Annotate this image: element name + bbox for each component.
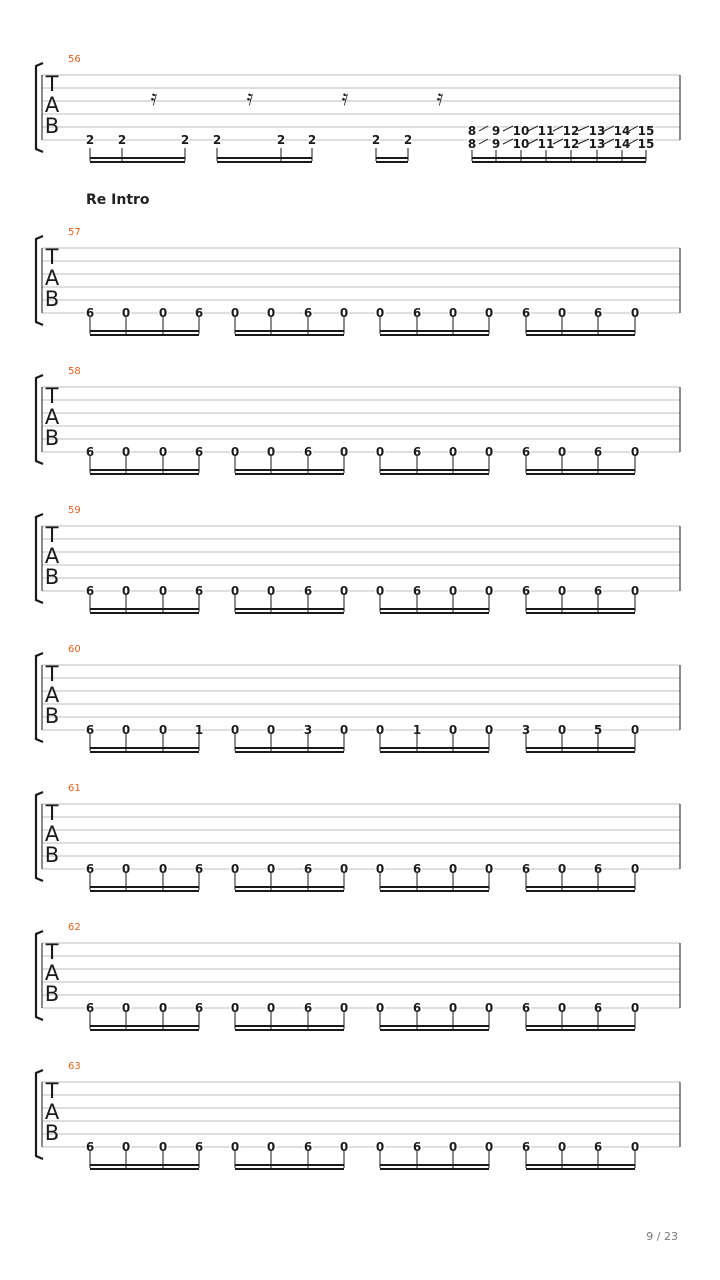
staff-0 bbox=[36, 63, 680, 152]
fret-number: 6 bbox=[593, 445, 603, 459]
beam-lower bbox=[526, 1029, 635, 1031]
fret-number: 0 bbox=[266, 723, 276, 737]
fret-number: 0 bbox=[557, 862, 567, 876]
fret-number: 0 bbox=[448, 445, 458, 459]
beam-lower bbox=[235, 890, 344, 892]
measure-number: 59 bbox=[68, 505, 81, 516]
tab-clef-a: A bbox=[44, 1100, 60, 1124]
fret-number: 0 bbox=[339, 862, 349, 876]
fret-number: 0 bbox=[448, 306, 458, 320]
staff-5 bbox=[36, 792, 680, 881]
measure-number: 56 bbox=[68, 54, 81, 65]
fret-number-lower: 9 bbox=[491, 137, 501, 151]
beam-upper bbox=[380, 1025, 489, 1027]
fret-number: 2 bbox=[212, 133, 222, 147]
fret-number: 6 bbox=[194, 862, 204, 876]
fret-number: 0 bbox=[121, 862, 131, 876]
fret-number: 6 bbox=[303, 584, 313, 598]
tab-clef-a: A bbox=[44, 822, 60, 846]
tab-clef-b: B bbox=[44, 114, 60, 138]
beam-upper bbox=[526, 330, 635, 332]
tab-clef-a: A bbox=[44, 405, 60, 429]
fret-number: 0 bbox=[230, 1001, 240, 1015]
fret-number: 6 bbox=[593, 306, 603, 320]
fret-number: 6 bbox=[303, 862, 313, 876]
beam-lower bbox=[526, 1168, 635, 1170]
fret-number: 0 bbox=[484, 584, 494, 598]
fret-number: 6 bbox=[521, 1140, 531, 1154]
fret-number: 0 bbox=[339, 723, 349, 737]
fret-number: 6 bbox=[303, 306, 313, 320]
fret-number: 0 bbox=[121, 306, 131, 320]
beam-lower bbox=[90, 1029, 199, 1031]
fret-number: 5 bbox=[593, 723, 603, 737]
fret-number: 0 bbox=[630, 306, 640, 320]
beam-lower bbox=[235, 1168, 344, 1170]
fret-number: 0 bbox=[121, 1140, 131, 1154]
fret-number: 0 bbox=[230, 306, 240, 320]
fret-number-lower: 15 bbox=[637, 137, 655, 151]
beam-lower bbox=[217, 161, 312, 163]
fret-number: 6 bbox=[412, 584, 422, 598]
beam-lower bbox=[380, 334, 489, 336]
fret-number: 0 bbox=[375, 1001, 385, 1015]
beam-upper bbox=[526, 886, 635, 888]
beam-lower bbox=[235, 751, 344, 753]
fret-number: 6 bbox=[412, 862, 422, 876]
fret-number: 2 bbox=[371, 133, 381, 147]
fret-number: 0 bbox=[375, 862, 385, 876]
fret-number-lower: 12 bbox=[562, 137, 580, 151]
fret-number: 0 bbox=[266, 445, 276, 459]
fret-number: 0 bbox=[339, 306, 349, 320]
page-number: 9 / 23 bbox=[646, 1230, 678, 1243]
beam-upper bbox=[90, 608, 199, 610]
beam-lower bbox=[526, 751, 635, 753]
fret-number-lower: 8 bbox=[467, 137, 477, 151]
fret-number: 0 bbox=[448, 862, 458, 876]
fret-number: 6 bbox=[412, 445, 422, 459]
beam-upper bbox=[380, 330, 489, 332]
beam-upper bbox=[380, 886, 489, 888]
fret-number: 6 bbox=[194, 445, 204, 459]
fret-number-upper: 10 bbox=[512, 124, 530, 138]
fret-number-lower: 11 bbox=[537, 137, 555, 151]
beam-lower bbox=[90, 890, 199, 892]
staff-2 bbox=[36, 375, 680, 464]
tab-clef-t: T bbox=[45, 384, 59, 408]
tab-clef-t: T bbox=[45, 1079, 59, 1103]
fret-number: 0 bbox=[158, 723, 168, 737]
sixteenth-rest: 𝄿 bbox=[436, 86, 444, 111]
fret-number: 6 bbox=[303, 1140, 313, 1154]
beam-lower bbox=[380, 1029, 489, 1031]
fret-number: 6 bbox=[521, 1001, 531, 1015]
beam-upper bbox=[90, 886, 199, 888]
fret-number: 0 bbox=[121, 445, 131, 459]
fret-number: 6 bbox=[85, 445, 95, 459]
beam-upper bbox=[380, 1164, 489, 1166]
tab-clef-b: B bbox=[44, 426, 60, 450]
sixteenth-rest: 𝄿 bbox=[150, 86, 158, 111]
fret-number: 6 bbox=[85, 306, 95, 320]
measure-number: 62 bbox=[68, 922, 81, 933]
section-label: Re Intro bbox=[86, 192, 150, 208]
beam-upper bbox=[526, 1025, 635, 1027]
tab-clef-a: A bbox=[44, 266, 60, 290]
tab-clef-t: T bbox=[45, 523, 59, 547]
fret-number: 0 bbox=[448, 584, 458, 598]
sixteenth-rest: 𝄿 bbox=[246, 86, 254, 111]
beam-lower bbox=[380, 890, 489, 892]
fret-number: 0 bbox=[339, 584, 349, 598]
beam-upper bbox=[90, 330, 199, 332]
beam-lower bbox=[526, 890, 635, 892]
fret-number: 6 bbox=[593, 1140, 603, 1154]
beam-upper bbox=[235, 608, 344, 610]
fret-number: 3 bbox=[303, 723, 313, 737]
fret-number: 0 bbox=[630, 723, 640, 737]
beam-upper bbox=[380, 608, 489, 610]
fret-number: 0 bbox=[158, 306, 168, 320]
tab-clef-t: T bbox=[45, 801, 59, 825]
beam-upper bbox=[235, 1164, 344, 1166]
fret-number: 0 bbox=[484, 306, 494, 320]
fret-number: 6 bbox=[593, 584, 603, 598]
fret-number: 0 bbox=[158, 1001, 168, 1015]
fret-number: 6 bbox=[85, 862, 95, 876]
fret-number: 0 bbox=[484, 1001, 494, 1015]
fret-number: 6 bbox=[303, 445, 313, 459]
beam-lower bbox=[90, 473, 199, 475]
fret-number: 0 bbox=[158, 584, 168, 598]
fret-number-upper: 15 bbox=[637, 124, 655, 138]
staff-4 bbox=[36, 653, 680, 742]
beam-upper bbox=[90, 469, 199, 471]
fret-number: 0 bbox=[557, 445, 567, 459]
fret-number: 6 bbox=[303, 1001, 313, 1015]
fret-number: 0 bbox=[158, 862, 168, 876]
fret-number-upper: 8 bbox=[467, 124, 477, 138]
fret-number: 6 bbox=[593, 862, 603, 876]
beam-upper bbox=[235, 747, 344, 749]
beam-upper bbox=[90, 157, 185, 159]
beam-lower bbox=[376, 161, 408, 163]
fret-number: 0 bbox=[375, 445, 385, 459]
beam-upper bbox=[526, 608, 635, 610]
fret-number: 6 bbox=[593, 1001, 603, 1015]
fret-number: 6 bbox=[85, 1001, 95, 1015]
fret-number: 0 bbox=[375, 584, 385, 598]
fret-number: 0 bbox=[230, 862, 240, 876]
fret-number: 0 bbox=[121, 723, 131, 737]
fret-number: 0 bbox=[448, 723, 458, 737]
fret-number: 0 bbox=[339, 445, 349, 459]
tab-clef-b: B bbox=[44, 565, 60, 589]
fret-number: 0 bbox=[630, 862, 640, 876]
fret-number: 6 bbox=[194, 1140, 204, 1154]
sixteenth-rest: 𝄿 bbox=[341, 86, 349, 111]
tab-clef-b: B bbox=[44, 704, 60, 728]
beam-lower bbox=[90, 751, 199, 753]
tab-clef-a: A bbox=[44, 93, 60, 117]
beam-upper bbox=[235, 330, 344, 332]
fret-number: 0 bbox=[158, 445, 168, 459]
staff-6 bbox=[36, 931, 680, 1020]
measure-number: 58 bbox=[68, 366, 81, 377]
staff-3 bbox=[36, 514, 680, 603]
fret-number: 0 bbox=[230, 584, 240, 598]
tab-clef-b: B bbox=[44, 843, 60, 867]
beam-lower bbox=[235, 1029, 344, 1031]
fret-number: 0 bbox=[630, 584, 640, 598]
staff-1 bbox=[36, 236, 680, 325]
beam-upper bbox=[472, 157, 646, 159]
fret-number: 0 bbox=[158, 1140, 168, 1154]
fret-number: 0 bbox=[557, 723, 567, 737]
tab-clef-b: B bbox=[44, 287, 60, 311]
tab-clef-t: T bbox=[45, 940, 59, 964]
fret-number: 0 bbox=[375, 723, 385, 737]
fret-number: 0 bbox=[557, 1001, 567, 1015]
measure-number: 63 bbox=[68, 1061, 81, 1072]
fret-number: 6 bbox=[521, 862, 531, 876]
fret-number-upper: 14 bbox=[613, 124, 631, 138]
fret-number: 0 bbox=[266, 862, 276, 876]
beam-lower bbox=[380, 751, 489, 753]
beam-upper bbox=[380, 469, 489, 471]
fret-number: 6 bbox=[521, 584, 531, 598]
staff-7 bbox=[36, 1070, 680, 1159]
measure-number: 57 bbox=[68, 227, 81, 238]
tab-clef-a: A bbox=[44, 961, 60, 985]
fret-number: 6 bbox=[521, 445, 531, 459]
fret-number: 0 bbox=[557, 584, 567, 598]
fret-number: 0 bbox=[339, 1140, 349, 1154]
fret-number: 6 bbox=[85, 1140, 95, 1154]
beam-lower bbox=[380, 473, 489, 475]
fret-number: 2 bbox=[276, 133, 286, 147]
beam-lower bbox=[526, 473, 635, 475]
beam-lower bbox=[90, 612, 199, 614]
beam-upper bbox=[526, 469, 635, 471]
beam-upper bbox=[90, 747, 199, 749]
beam-lower bbox=[235, 334, 344, 336]
beam-lower bbox=[90, 334, 199, 336]
beam-lower bbox=[526, 334, 635, 336]
beam-lower bbox=[380, 1168, 489, 1170]
beam-lower bbox=[526, 612, 635, 614]
tab-clef-a: A bbox=[44, 683, 60, 707]
fret-number: 0 bbox=[630, 445, 640, 459]
fret-number-upper: 13 bbox=[588, 124, 606, 138]
tab-clef-b: B bbox=[44, 982, 60, 1006]
fret-number: 0 bbox=[630, 1001, 640, 1015]
measure-number: 61 bbox=[68, 783, 81, 794]
beam-upper bbox=[217, 157, 312, 159]
fret-number: 0 bbox=[557, 306, 567, 320]
fret-number: 2 bbox=[180, 133, 190, 147]
measure-number: 60 bbox=[68, 644, 81, 655]
fret-number: 6 bbox=[85, 584, 95, 598]
fret-number: 0 bbox=[339, 1001, 349, 1015]
tab-clef-t: T bbox=[45, 245, 59, 269]
fret-number: 0 bbox=[230, 445, 240, 459]
fret-number: 0 bbox=[484, 445, 494, 459]
fret-number: 3 bbox=[521, 723, 531, 737]
beam-lower bbox=[90, 161, 185, 163]
fret-number: 0 bbox=[484, 1140, 494, 1154]
beam-lower bbox=[90, 1168, 199, 1170]
fret-number: 2 bbox=[307, 133, 317, 147]
fret-number: 6 bbox=[85, 723, 95, 737]
beam-upper bbox=[376, 157, 408, 159]
fret-number: 6 bbox=[412, 1001, 422, 1015]
fret-number: 0 bbox=[266, 1140, 276, 1154]
fret-number: 2 bbox=[403, 133, 413, 147]
tab-clef-a: A bbox=[44, 544, 60, 568]
fret-number-upper: 9 bbox=[491, 124, 501, 138]
fret-number: 0 bbox=[121, 584, 131, 598]
fret-number-upper: 11 bbox=[537, 124, 555, 138]
fret-number: 0 bbox=[557, 1140, 567, 1154]
fret-number: 2 bbox=[85, 133, 95, 147]
beam-lower bbox=[472, 161, 646, 163]
beam-lower bbox=[235, 612, 344, 614]
fret-number: 0 bbox=[266, 1001, 276, 1015]
fret-number: 0 bbox=[230, 723, 240, 737]
beam-upper bbox=[380, 747, 489, 749]
fret-number: 6 bbox=[194, 584, 204, 598]
beam-lower bbox=[235, 473, 344, 475]
beam-upper bbox=[235, 469, 344, 471]
fret-number: 0 bbox=[630, 1140, 640, 1154]
beam-upper bbox=[90, 1025, 199, 1027]
beam-upper bbox=[235, 886, 344, 888]
beam-upper bbox=[90, 1164, 199, 1166]
fret-number-upper: 12 bbox=[562, 124, 580, 138]
fret-number: 2 bbox=[117, 133, 127, 147]
fret-number: 0 bbox=[375, 306, 385, 320]
fret-number-lower: 13 bbox=[588, 137, 606, 151]
fret-number: 1 bbox=[194, 723, 204, 737]
fret-number: 6 bbox=[412, 1140, 422, 1154]
fret-number: 6 bbox=[521, 306, 531, 320]
fret-number: 0 bbox=[484, 723, 494, 737]
fret-number: 0 bbox=[448, 1140, 458, 1154]
fret-number-lower: 14 bbox=[613, 137, 631, 151]
fret-number: 0 bbox=[266, 306, 276, 320]
fret-number-lower: 10 bbox=[512, 137, 530, 151]
fret-number: 0 bbox=[375, 1140, 385, 1154]
fret-number: 6 bbox=[194, 1001, 204, 1015]
beam-upper bbox=[526, 747, 635, 749]
fret-number: 0 bbox=[266, 584, 276, 598]
fret-number: 0 bbox=[121, 1001, 131, 1015]
tab-clef-t: T bbox=[45, 662, 59, 686]
beam-upper bbox=[235, 1025, 344, 1027]
fret-number: 6 bbox=[194, 306, 204, 320]
tab-clef-b: B bbox=[44, 1121, 60, 1145]
beam-upper bbox=[526, 1164, 635, 1166]
beam-lower bbox=[380, 612, 489, 614]
tab-clef-t: T bbox=[45, 72, 59, 96]
fret-number: 0 bbox=[448, 1001, 458, 1015]
fret-number: 0 bbox=[484, 862, 494, 876]
fret-number: 0 bbox=[230, 1140, 240, 1154]
fret-number: 6 bbox=[412, 306, 422, 320]
fret-number: 1 bbox=[412, 723, 422, 737]
